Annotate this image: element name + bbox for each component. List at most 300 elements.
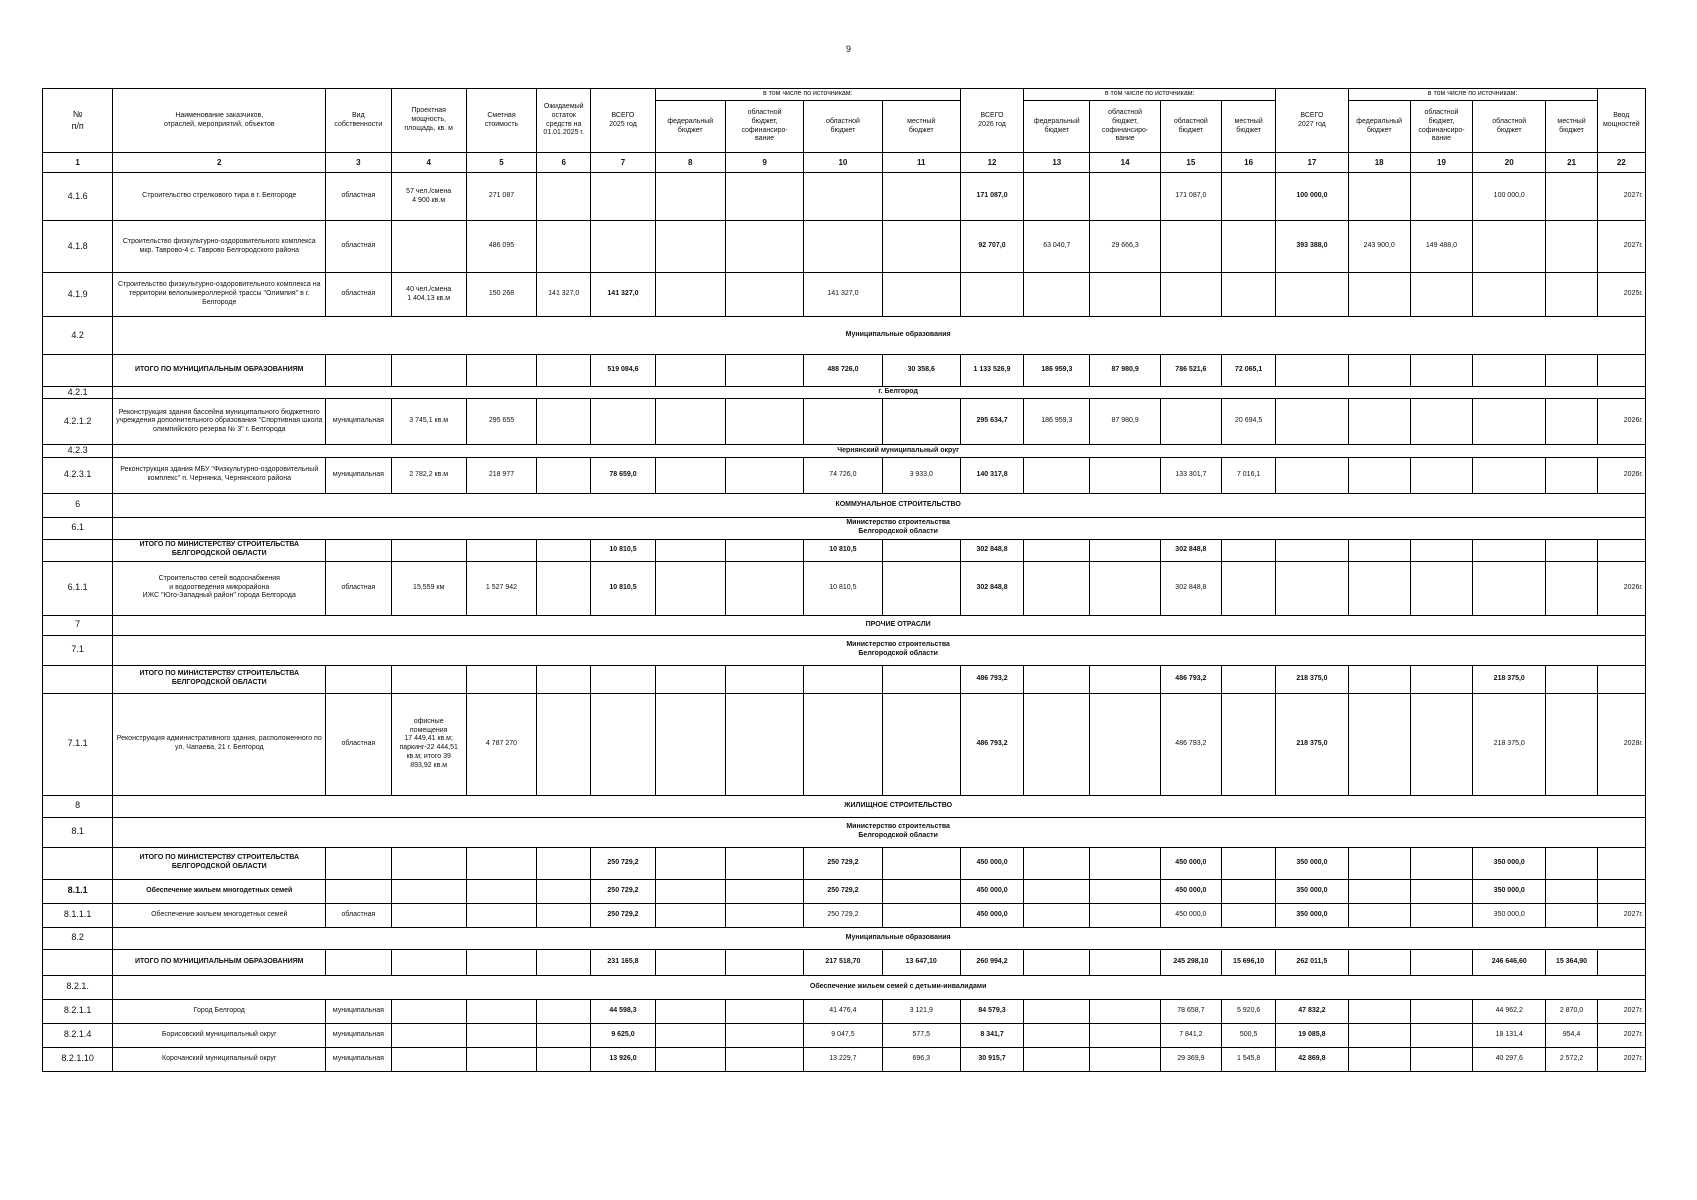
row-number: 4.2.3.1: [43, 457, 113, 493]
section-row: [43, 817, 1646, 847]
amount-cell: [1546, 355, 1597, 387]
header-commission: Ввод мощностей: [1597, 89, 1645, 153]
amount-cell: [725, 399, 803, 445]
header-federal-2027: федеральный бюджет: [1348, 101, 1410, 153]
amount-cell: 218 375,0: [1276, 693, 1348, 795]
amount-cell: [655, 273, 725, 317]
amount-cell: 954,4: [1546, 1023, 1597, 1047]
header-federal-2026: федеральный бюджет: [1024, 101, 1090, 153]
amount-cell: [1473, 221, 1546, 273]
amount-cell: 3 121,9: [882, 999, 960, 1023]
amount-cell: [1348, 173, 1410, 221]
amount-cell: [1160, 221, 1221, 273]
commission-year-cell: 2027г.: [1597, 221, 1645, 273]
amount-cell: 350 000,0: [1473, 879, 1546, 903]
amount-cell: [537, 665, 591, 693]
amount-cell: 5 920,6: [1222, 999, 1276, 1023]
amount-cell: 41 476,4: [804, 999, 882, 1023]
column-number: 3: [326, 153, 391, 173]
amount-cell: [1024, 273, 1090, 317]
column-number: 17: [1276, 153, 1348, 173]
amount-cell: [1222, 539, 1276, 561]
amount-cell: [1090, 693, 1160, 795]
total-row: [43, 847, 1646, 879]
investment-program-table: [42, 88, 1646, 1072]
amount-cell: [1222, 665, 1276, 693]
amount-cell: [1222, 273, 1276, 317]
section-row: [43, 975, 1646, 999]
column-number-row: [43, 153, 1646, 173]
amount-cell: 78 658,7: [1160, 999, 1221, 1023]
amount-cell: [1348, 847, 1410, 879]
object-name: Корочанский муниципальный округ: [113, 1047, 326, 1071]
amount-cell: [537, 539, 591, 561]
capacity-cell: [391, 999, 466, 1023]
amount-cell: [1024, 1047, 1090, 1071]
header-federal-2025: федеральный бюджет: [655, 101, 725, 153]
amount-cell: 133 301,7: [1160, 457, 1221, 493]
amount-cell: 1 133 526,9: [960, 355, 1023, 387]
amount-cell: [1410, 879, 1472, 903]
amount-cell: 260 994,2: [960, 949, 1023, 975]
total-row: [43, 665, 1646, 693]
amount-cell: 84 579,3: [960, 999, 1023, 1023]
table-row: [43, 1047, 1646, 1071]
amount-cell: [882, 539, 960, 561]
header-local-2026: местный бюджет: [1222, 101, 1276, 153]
commission-year-cell: [1597, 355, 1645, 387]
amount-cell: [1024, 665, 1090, 693]
ownership-cell: [326, 539, 391, 561]
amount-cell: 10 810,5: [591, 539, 655, 561]
amount-cell: 44 962,2: [1473, 999, 1546, 1023]
amount-cell: [1090, 949, 1160, 975]
amount-cell: [591, 399, 655, 445]
amount-cell: 786 521,6: [1160, 355, 1221, 387]
header-regional-2025: областной бюджет: [804, 101, 882, 153]
amount-cell: [1024, 949, 1090, 975]
amount-cell: [1410, 399, 1472, 445]
section-row: [43, 445, 1646, 457]
amount-cell: 15 364,90: [1546, 949, 1597, 975]
amount-cell: 7 016,1: [1222, 457, 1276, 493]
header-total-2025: ВСЕГО 2025 год: [591, 89, 655, 153]
amount-cell: [466, 1023, 536, 1047]
capacity-cell: [391, 221, 466, 273]
amount-cell: 350 000,0: [1473, 847, 1546, 879]
amount-cell: [466, 665, 536, 693]
row-number: 6.1: [43, 517, 113, 539]
ownership-cell: муниципальная: [326, 999, 391, 1023]
row-number: 8.1.1: [43, 879, 113, 903]
amount-cell: [1410, 561, 1472, 615]
amount-cell: [1410, 539, 1472, 561]
ownership-cell: областная: [326, 693, 391, 795]
amount-cell: [1276, 273, 1348, 317]
column-number: 21: [1546, 153, 1597, 173]
header-name: Наименование заказчиков, отраслей, мероприятий, объектов: [113, 89, 326, 153]
amount-cell: 488 726,0: [804, 355, 882, 387]
capacity-cell: 15,559 км: [391, 561, 466, 615]
column-number: 16: [1222, 153, 1276, 173]
row-number: 8: [43, 795, 113, 817]
amount-cell: [1090, 847, 1160, 879]
row-number: 4.2.3: [43, 445, 113, 457]
object-name: Реконструкция здания МБУ "Физкультурно-оздоровительный комплекс" п. Чернянка, Чернянского района: [113, 457, 326, 493]
object-name: ИТОГО ПО МУНИЦИПАЛЬНЫМ ОБРАЗОВАНИЯМ: [113, 949, 326, 975]
amount-cell: 8 341,7: [960, 1023, 1023, 1047]
header-total-2027: ВСЕГО 2027 год: [1276, 89, 1348, 153]
amount-cell: [1348, 539, 1410, 561]
amount-cell: 393 388,0: [1276, 221, 1348, 273]
amount-cell: 245 298,10: [1160, 949, 1221, 975]
amount-cell: [1090, 457, 1160, 493]
amount-cell: 302 848,8: [960, 561, 1023, 615]
amount-cell: 577,5: [882, 1023, 960, 1047]
amount-cell: [1546, 903, 1597, 927]
amount-cell: [1024, 561, 1090, 615]
column-number: 7: [591, 153, 655, 173]
header-cofin-2025: областной бюджет, софинансиро- вание: [725, 101, 803, 153]
amount-cell: 262 011,5: [1276, 949, 1348, 975]
amount-cell: [1473, 457, 1546, 493]
column-number: 2: [113, 153, 326, 173]
amount-cell: 350 000,0: [1276, 847, 1348, 879]
commission-year-cell: 2025г.: [1597, 273, 1645, 317]
ownership-cell: областная: [326, 561, 391, 615]
amount-cell: [1222, 561, 1276, 615]
commission-year-cell: [1597, 847, 1645, 879]
column-number: 14: [1090, 153, 1160, 173]
capacity-cell: [391, 903, 466, 927]
amount-cell: [537, 561, 591, 615]
amount-cell: 9 625,0: [591, 1023, 655, 1047]
total-row: [43, 355, 1646, 387]
amount-cell: [1473, 355, 1546, 387]
amount-cell: [1473, 399, 1546, 445]
amount-cell: [537, 399, 591, 445]
capacity-cell: 2 782,2 кв.м: [391, 457, 466, 493]
amount-cell: [725, 999, 803, 1023]
header-cofin-2027: областной бюджет, софинансиро- вание: [1410, 101, 1472, 153]
capacity-cell: [391, 949, 466, 975]
amount-cell: [466, 847, 536, 879]
amount-cell: [1546, 399, 1597, 445]
amount-cell: [466, 879, 536, 903]
section-row: [43, 387, 1646, 399]
amount-cell: [1410, 355, 1472, 387]
section-title: Министерство строительства Белгородской области: [113, 517, 1646, 539]
amount-cell: [882, 273, 960, 317]
amount-cell: [882, 693, 960, 795]
amount-cell: 10 810,5: [804, 561, 882, 615]
amount-cell: [537, 1023, 591, 1047]
amount-cell: [537, 1047, 591, 1071]
amount-cell: 10 810,5: [804, 539, 882, 561]
amount-cell: 250 729,2: [591, 903, 655, 927]
amount-cell: [537, 221, 591, 273]
capacity-cell: 3 745,1 кв.м: [391, 399, 466, 445]
header-regional-2027: областной бюджет: [1473, 101, 1546, 153]
amount-cell: [655, 665, 725, 693]
object-name: Обеспечение жильем многодетных семей: [113, 903, 326, 927]
column-number: 18: [1348, 153, 1410, 173]
amount-cell: [1410, 847, 1472, 879]
amount-cell: 13 647,10: [882, 949, 960, 975]
object-name: ИТОГО ПО МИНИСТЕРСТВУ СТРОИТЕЛЬСТВА БЕЛГОРОДСКОЙ ОБЛАСТИ: [113, 539, 326, 561]
commission-year-cell: 2026г.: [1597, 457, 1645, 493]
amount-cell: [1090, 561, 1160, 615]
capacity-cell: [391, 539, 466, 561]
amount-cell: [655, 903, 725, 927]
amount-cell: [655, 847, 725, 879]
amount-cell: [1473, 539, 1546, 561]
amount-cell: [1546, 221, 1597, 273]
table-row: [43, 273, 1646, 317]
amount-cell: [1276, 561, 1348, 615]
amount-cell: 140 317,8: [960, 457, 1023, 493]
amount-cell: 486 793,2: [960, 693, 1023, 795]
amount-cell: [1348, 1023, 1410, 1047]
header-no: № п/п: [43, 89, 113, 153]
amount-cell: [1348, 273, 1410, 317]
amount-cell: [725, 221, 803, 273]
header-remainder: Ожидаемый остаток средств на 01.01.2025 г.: [537, 89, 591, 153]
amount-cell: [725, 355, 803, 387]
section-row: [43, 795, 1646, 817]
ownership-cell: областная: [326, 173, 391, 221]
amount-cell: [1473, 561, 1546, 615]
amount-cell: [882, 221, 960, 273]
amount-cell: [1546, 273, 1597, 317]
amount-cell: [1410, 665, 1472, 693]
section-title: ПРОЧИЕ ОТРАСЛИ: [113, 615, 1646, 635]
amount-cell: [882, 879, 960, 903]
ownership-cell: муниципальная: [326, 1023, 391, 1047]
amount-cell: [466, 999, 536, 1023]
row-number: 4.2: [43, 317, 113, 355]
amount-cell: [1276, 457, 1348, 493]
amount-cell: 40 297,6: [1473, 1047, 1546, 1071]
object-name: ИТОГО ПО МИНИСТЕРСТВУ СТРОИТЕЛЬСТВА БЕЛГОРОДСКОЙ ОБЛАСТИ: [113, 665, 326, 693]
header-local-2027: местный бюджет: [1546, 101, 1597, 153]
header-cofin-2026: областной бюджет, софинансиро- вание: [1090, 101, 1160, 153]
amount-cell: 100 000,0: [1473, 173, 1546, 221]
header-sources-2026: в том числе по источникам:: [1024, 89, 1276, 101]
table-row: [43, 399, 1646, 445]
commission-year-cell: 2027г.: [1597, 173, 1645, 221]
amount-cell: [1276, 355, 1348, 387]
header-ownership: Вид собственности: [326, 89, 391, 153]
commission-year-cell: [1597, 665, 1645, 693]
ownership-cell: областная: [326, 903, 391, 927]
column-number: 8: [655, 153, 725, 173]
amount-cell: [1222, 173, 1276, 221]
commission-year-cell: 2027г.: [1597, 1047, 1645, 1071]
commission-year-cell: 2027г.: [1597, 1023, 1645, 1047]
section-row: [43, 317, 1646, 355]
amount-cell: 72 065,1: [1222, 355, 1276, 387]
amount-cell: [1410, 1047, 1472, 1071]
amount-cell: [1160, 273, 1221, 317]
column-number: 5: [466, 153, 536, 173]
amount-cell: 519 084,6: [591, 355, 655, 387]
amount-cell: [655, 399, 725, 445]
ownership-cell: областная: [326, 273, 391, 317]
amount-cell: 250 729,2: [591, 847, 655, 879]
row-number: 4.1.8: [43, 221, 113, 273]
amount-cell: [466, 1047, 536, 1071]
amount-cell: [1410, 457, 1472, 493]
row-number: 4.2.1.2: [43, 399, 113, 445]
amount-cell: [882, 665, 960, 693]
amount-cell: [725, 273, 803, 317]
column-number: 15: [1160, 153, 1221, 173]
amount-cell: 92 707,0: [960, 221, 1023, 273]
capacity-cell: [391, 1047, 466, 1071]
amount-cell: 486 793,2: [1160, 665, 1221, 693]
amount-cell: [725, 665, 803, 693]
column-number: 20: [1473, 153, 1546, 173]
amount-cell: [1410, 903, 1472, 927]
amount-cell: [655, 999, 725, 1023]
amount-cell: 302 848,8: [1160, 561, 1221, 615]
amount-cell: 29 666,3: [1090, 221, 1160, 273]
amount-cell: 186 959,3: [1024, 355, 1090, 387]
ownership-cell: областная: [326, 221, 391, 273]
amount-cell: [725, 847, 803, 879]
capacity-cell: [391, 1023, 466, 1047]
row-number: 6.1.1: [43, 561, 113, 615]
amount-cell: 20 694,5: [1222, 399, 1276, 445]
amount-cell: [655, 949, 725, 975]
amount-cell: [1024, 847, 1090, 879]
amount-cell: 3 933,0: [882, 457, 960, 493]
amount-cell: 250 729,2: [591, 879, 655, 903]
amount-cell: [1348, 665, 1410, 693]
amount-cell: [1348, 399, 1410, 445]
amount-cell: [1410, 693, 1472, 795]
capacity-cell: [391, 355, 466, 387]
header-capacity: Проектная мощность, площадь, кв. м: [391, 89, 466, 153]
amount-cell: [537, 879, 591, 903]
amount-cell: 29 369,9: [1160, 1047, 1221, 1071]
amount-cell: [1348, 693, 1410, 795]
table-row: [43, 903, 1646, 927]
page-number: 9: [845, 44, 851, 54]
amount-cell: [1024, 173, 1090, 221]
amount-cell: [1546, 879, 1597, 903]
amount-cell: [882, 903, 960, 927]
amount-cell: 218 375,0: [1276, 665, 1348, 693]
commission-year-cell: 2026г.: [1597, 399, 1645, 445]
amount-cell: 250 729,2: [804, 847, 882, 879]
amount-cell: [1222, 693, 1276, 795]
table-row: [43, 221, 1646, 273]
amount-cell: [466, 949, 536, 975]
amount-cell: [655, 693, 725, 795]
amount-cell: [537, 173, 591, 221]
object-name: Строительство физкультурно-оздоровительного комплекса на территории велолыжероллерной трассы "Олимпия" в г. Белгороде: [113, 273, 326, 317]
amount-cell: [1222, 847, 1276, 879]
row-number: [43, 539, 113, 561]
ownership-cell: [326, 949, 391, 975]
commission-year-cell: [1597, 879, 1645, 903]
amount-cell: [655, 173, 725, 221]
amount-cell: [1024, 693, 1090, 795]
row-number: 6: [43, 493, 113, 517]
amount-cell: [591, 693, 655, 795]
section-title: Министерство строительства Белгородской области: [113, 817, 1646, 847]
commission-year-cell: [1597, 949, 1645, 975]
section-row: [43, 927, 1646, 949]
amount-cell: 500,5: [1222, 1023, 1276, 1047]
amount-cell: [1348, 879, 1410, 903]
amount-cell: [804, 693, 882, 795]
amount-cell: [804, 221, 882, 273]
amount-cell: 141 327,0: [537, 273, 591, 317]
amount-cell: [591, 221, 655, 273]
section-title: Министерство строительства Белгородской области: [113, 635, 1646, 665]
amount-cell: 2 870,0: [1546, 999, 1597, 1023]
amount-cell: [537, 355, 591, 387]
amount-cell: 100 000,0: [1276, 173, 1348, 221]
ownership-cell: муниципальная: [326, 457, 391, 493]
amount-cell: [1348, 949, 1410, 975]
amount-cell: [1546, 173, 1597, 221]
object-name: Строительство сетей водоснабжения и водоотведения микрорайона ИЖС "Юго-Западный район" города Белгорода: [113, 561, 326, 615]
amount-cell: 350 000,0: [1473, 903, 1546, 927]
object-name: Строительство стрелкового тира в г. Белгороде: [113, 173, 326, 221]
amount-cell: [537, 903, 591, 927]
amount-cell: [655, 561, 725, 615]
column-number: 19: [1410, 153, 1472, 173]
row-number: [43, 355, 113, 387]
amount-cell: 218 375,0: [1473, 693, 1546, 795]
amount-cell: [725, 173, 803, 221]
row-number: 7.1.1: [43, 693, 113, 795]
amount-cell: 7 841,2: [1160, 1023, 1221, 1047]
amount-cell: 63 040,7: [1024, 221, 1090, 273]
table-body: [43, 173, 1646, 1072]
column-number: 11: [882, 153, 960, 173]
amount-cell: [655, 457, 725, 493]
amount-cell: [1090, 999, 1160, 1023]
capacity-cell: [391, 847, 466, 879]
table-row: [43, 1023, 1646, 1047]
amount-cell: [1348, 903, 1410, 927]
amount-cell: [655, 879, 725, 903]
amount-cell: 74 726,0: [804, 457, 882, 493]
amount-cell: [804, 399, 882, 445]
amount-cell: 42 869,8: [1276, 1047, 1348, 1071]
amount-cell: 486 793,2: [1160, 693, 1221, 795]
amount-cell: [1546, 693, 1597, 795]
amount-cell: [1410, 173, 1472, 221]
column-number: 9: [725, 153, 803, 173]
amount-cell: [1276, 399, 1348, 445]
amount-cell: [1090, 1047, 1160, 1071]
amount-cell: [1090, 173, 1160, 221]
section-title: Чернянский муниципальный округ: [113, 445, 1646, 457]
amount-cell: [1410, 949, 1472, 975]
amount-cell: [537, 999, 591, 1023]
column-number: 6: [537, 153, 591, 173]
section-row: [43, 635, 1646, 665]
capacity-cell: 57 чел./смена 4 900 кв.м: [391, 173, 466, 221]
amount-cell: [1222, 879, 1276, 903]
amount-cell: 350 000,0: [1276, 879, 1348, 903]
